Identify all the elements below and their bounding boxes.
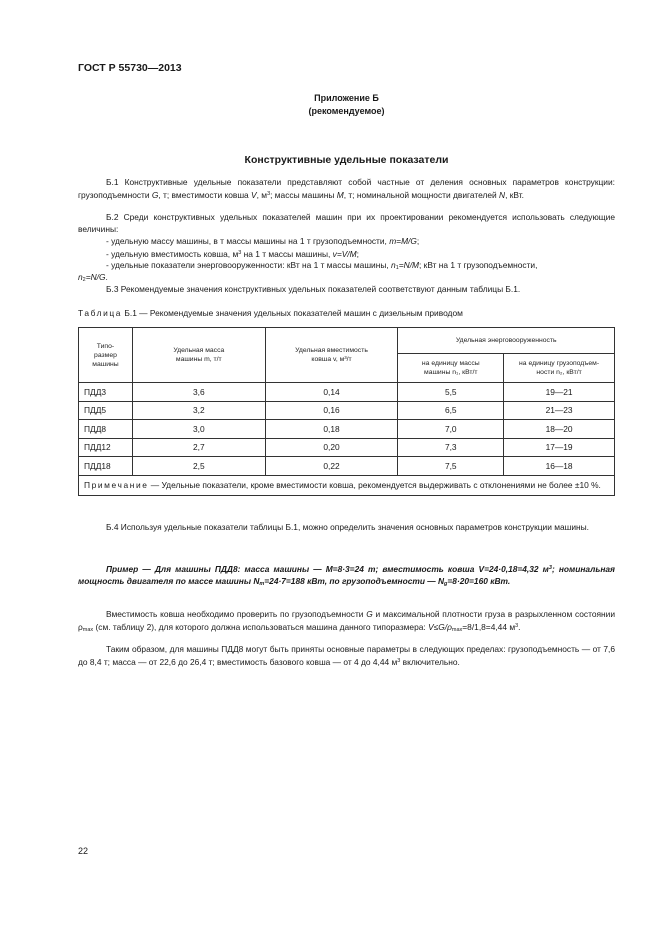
cell-n1: 7,3 — [398, 438, 504, 457]
table-note-row — [79, 475, 615, 495]
paragraph-capacity-check: Вместимость ковша необходимо проверить по грузоподъемности G и максимальной плотности груза в разрыхленном состоянии $\rho_{max}$ (см. таблицу 2), для которого должна использоваться машина данного типоразмера: $V\le G/\rho_{max}=8/1,8=4,44$ $м^3$. — [78, 609, 615, 633]
table-row — [79, 438, 615, 457]
cell-capacity: 0,18 — [265, 420, 398, 439]
cell-n2: 21—23 — [504, 401, 615, 420]
cell-n2: 17—19 — [504, 438, 615, 457]
cell-n2: 18—20 — [504, 420, 615, 439]
standard-header: ГОСТ Р 55730—2013 — [78, 62, 182, 74]
section-title: Конструктивные удельные показатели — [244, 154, 449, 166]
list-item-continuation: $n_2=N/G$. — [78, 272, 108, 283]
list-item: - удельную вместимость ковша, $м^3$ на 1 т массы машины, v=V/M; — [106, 249, 359, 259]
paragraph-b1: Б.1 Конструктивные удельные показатели представляют собой частные от деления основных параметров конструкции: грузоподъемности G, т; вместимости ковша V, $м^3$; массы машины M, т; номинальной мощности двигателей N, кВт. — [78, 177, 615, 200]
cell-mass: 2,7 — [132, 438, 265, 457]
col-header-mass: Удельная масса машины m, т/т — [132, 328, 265, 383]
list-item: - удельные показатели энерговооруженности: кВт на 1 т массы машины, $n_1=N/M$; кВт на 1 т грузоподъемности, — [106, 260, 538, 271]
cell-n1: 5,5 — [398, 383, 504, 402]
table-note: Примечание — Удельные показатели, кроме вместимости ковша, рекомендуется выдерживать с отклонениями не более ±10 %. — [79, 475, 615, 495]
paragraph-conclusion: Таким образом, для машины ПДД8 могут быть приняты основные параметры в следующих пределах: грузоподъемность — от 7,6 до 8,4 т; масса — от 22,6 до 26,4 т; вместимость базового ковша — от 4 до 4,44 $м^3$ включительно. — [78, 644, 615, 667]
cell-n1: 6,5 — [398, 401, 504, 420]
cell-model: ПДД5 — [79, 401, 133, 420]
specs-table — [78, 327, 615, 496]
cell-capacity: 0,22 — [265, 457, 398, 476]
cell-capacity: 0,20 — [265, 438, 398, 457]
table-caption: Таблица Б.1 — Рекомендуемые значения удельных показателей машин с дизельным приводом — [78, 308, 463, 318]
cell-n1: 7,5 — [398, 457, 504, 476]
col-header-per-mass: на единицу массы машины n₁, кВт/т — [398, 354, 504, 383]
page-number: 22 — [78, 846, 89, 856]
col-header-capacity: Удельная вместимость ковша v, м³/т — [265, 328, 398, 383]
table-row — [79, 401, 615, 420]
cell-n2: 16—18 — [504, 457, 615, 476]
cell-n1: 7,0 — [398, 420, 504, 439]
paragraph-b4: Б.4 Используя удельные показатели таблицы Б.1, можно определить значения основных параметров конструкции машины. — [106, 522, 590, 532]
table-row — [79, 420, 615, 439]
cell-capacity: 0,16 — [265, 401, 398, 420]
col-header-energy: Удельная энерговооруженность — [398, 328, 615, 354]
cell-mass: 3,2 — [132, 401, 265, 420]
cell-capacity: 0,14 — [265, 383, 398, 402]
cell-mass: 3,6 — [132, 383, 265, 402]
table-row — [79, 457, 615, 476]
paragraph-b2: Б.2 Среди конструктивных удельных показателей машин при их проектировании рекомендуется использовать следующие величины: — [78, 212, 615, 234]
cell-model: ПДД12 — [79, 438, 133, 457]
cell-n2: 19—21 — [504, 383, 615, 402]
cell-mass: 3,0 — [132, 420, 265, 439]
example-paragraph: Пример — Для машины ПДД8: масса машины — М=8·3=24 т; вместимость ковша V=24·0,18=4,32 $м^3$; номинальная мощность двигателя по массе машины $N_m=24\cdot 7=188$ кВт, по грузоподъемности — $N_g=8\cdot 20=160$ кВт. — [78, 564, 615, 587]
table-row — [79, 383, 615, 402]
list-item: - удельную массу машины, в т массы машины на 1 т грузоподъемности, m=M/G; — [106, 236, 420, 246]
col-header-per-load: на единицу грузоподъем- ности n₂, кВт/т — [504, 354, 615, 383]
cell-model: ПДД3 — [79, 383, 133, 402]
cell-model: ПДД18 — [79, 457, 133, 476]
cell-mass: 2,5 — [132, 457, 265, 476]
paragraph-b3: Б.3 Рекомендуемые значения конструктивных удельных показателей соответствуют данным таблицы Б.1. — [106, 284, 521, 294]
appendix-title: Приложение Б — [314, 93, 379, 103]
col-header-type: Типо- размер машины — [79, 328, 133, 383]
appendix-status: (рекомендуемое) — [308, 106, 385, 116]
cell-model: ПДД8 — [79, 420, 133, 439]
